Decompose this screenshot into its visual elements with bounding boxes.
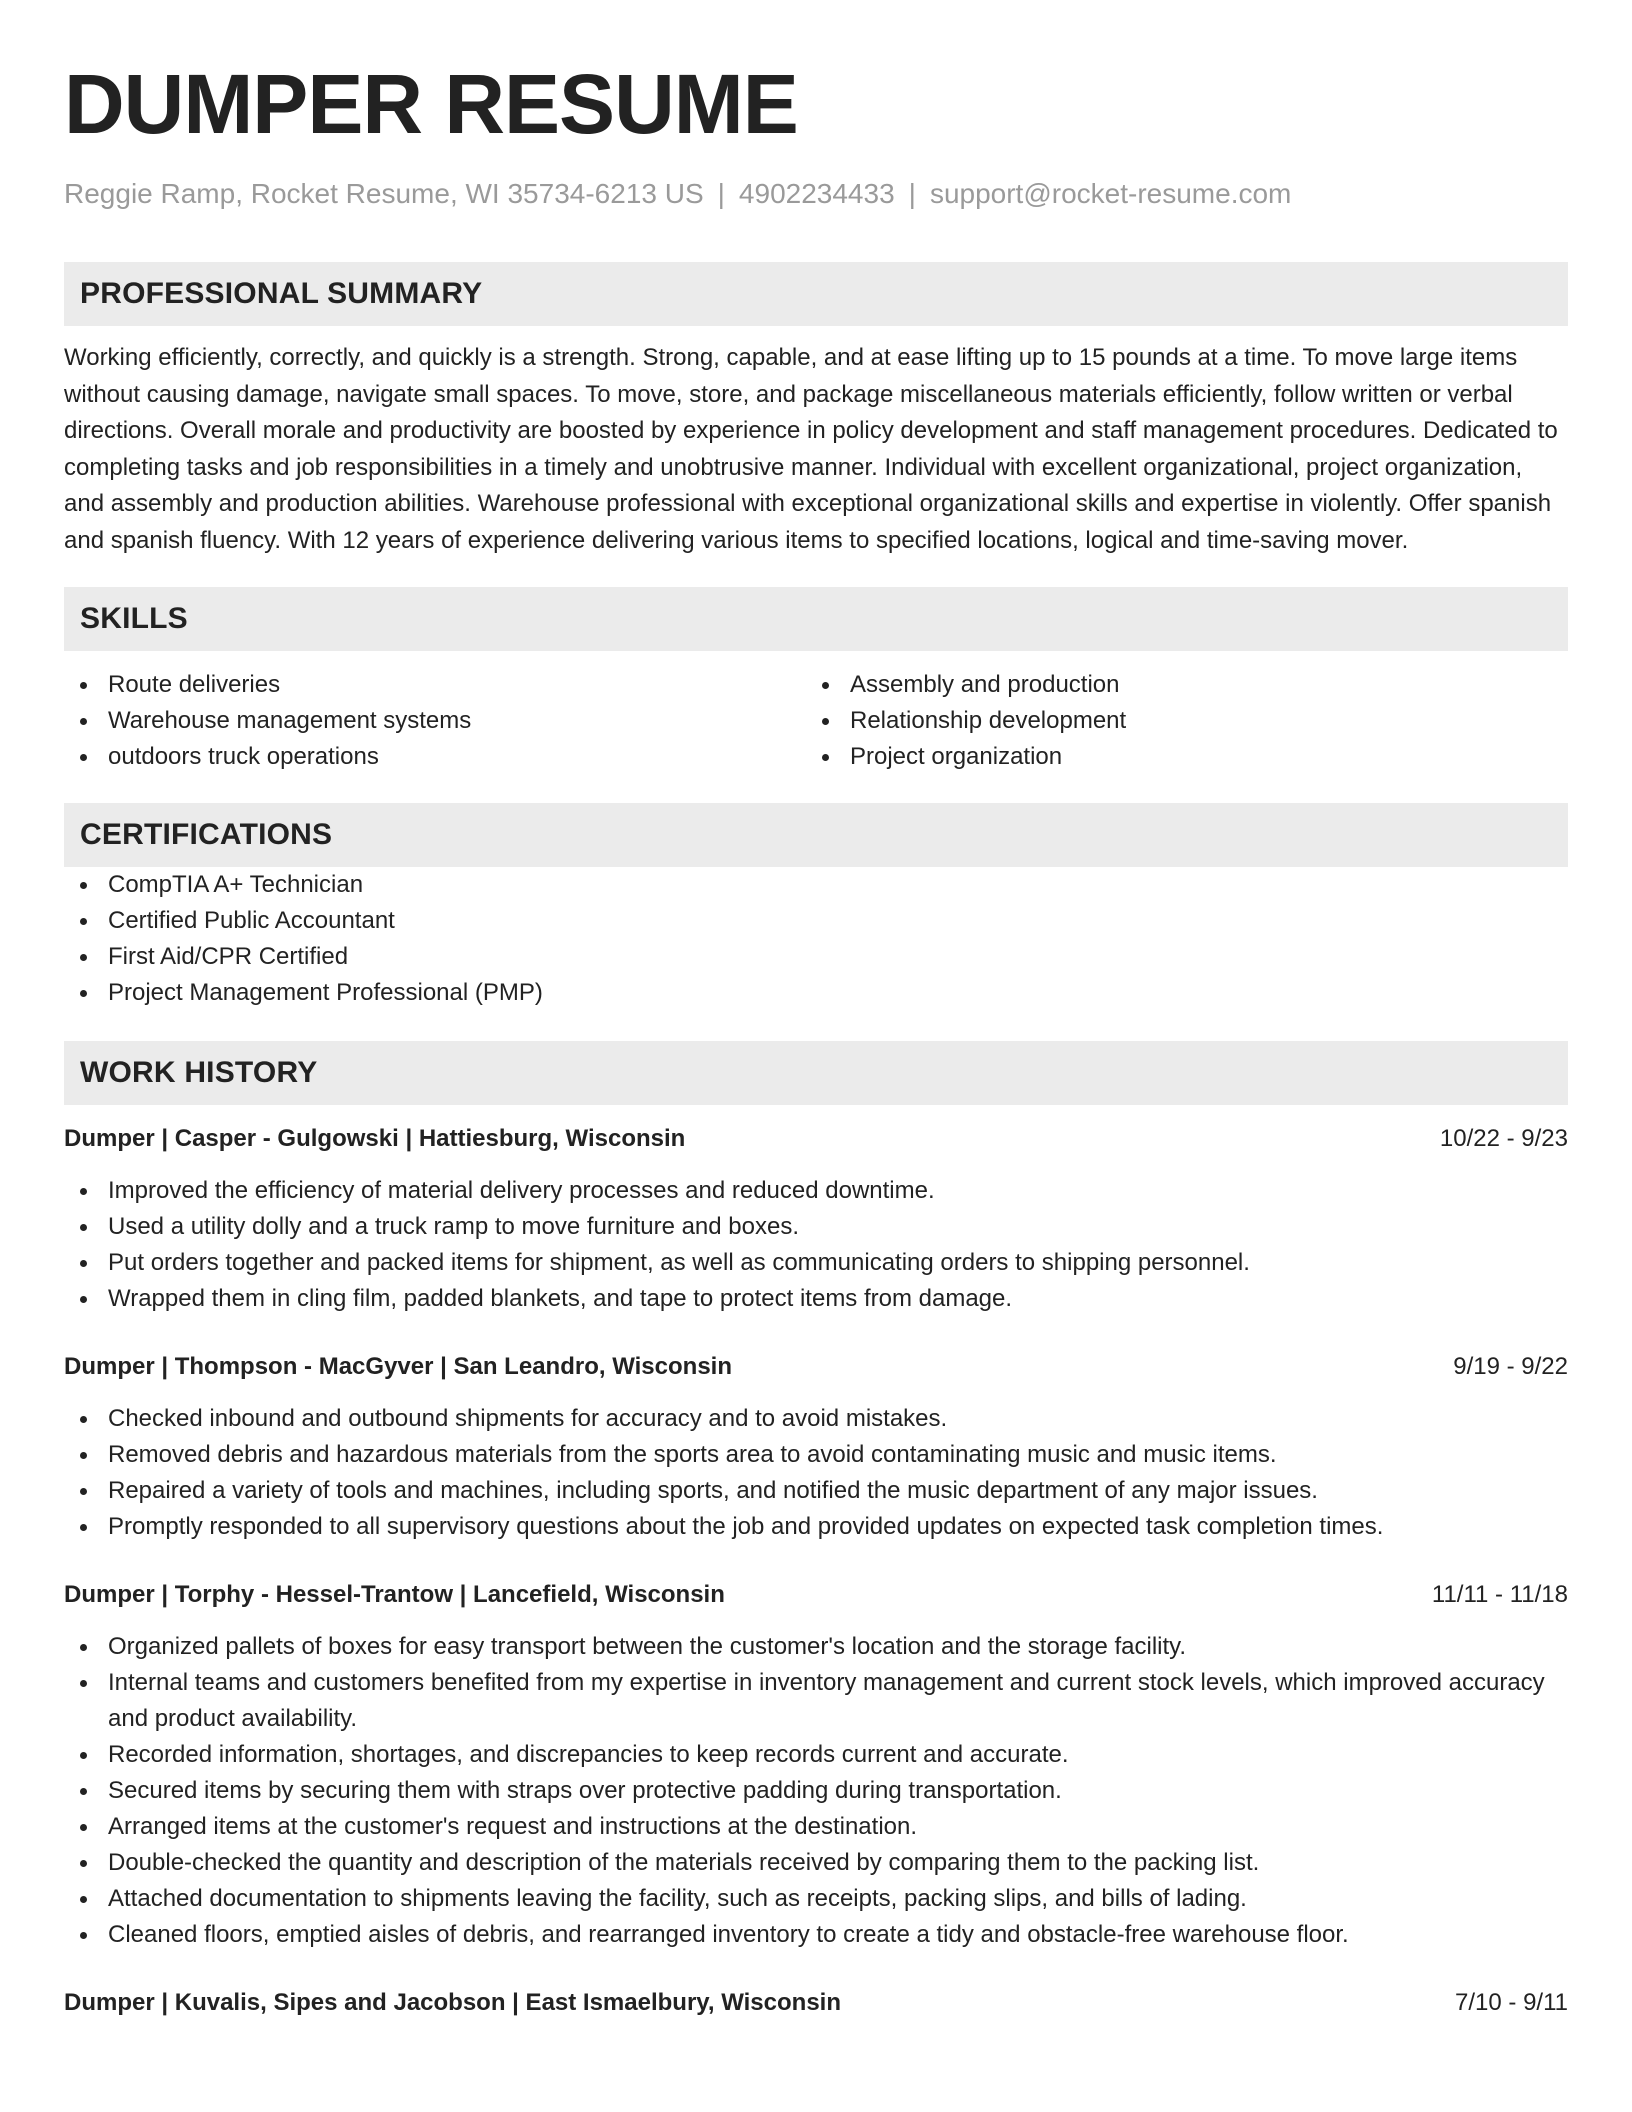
skills-column-left [64,667,806,775]
skills-list-left [64,667,806,775]
job-header [64,1121,1568,1157]
skills-list-right [806,667,1548,775]
job-title: Dumper | Torphy - Hessel-Trantow | Lancefield, Wisconsin [64,1581,725,1608]
contact-separator: | [717,178,725,209]
certification-item: First Aid/CPR Certified [64,939,1568,975]
job-title: Dumper | Kuvalis, Sipes and Jacobson | East Ismaelbury, Wisconsin [64,1989,841,2016]
job-bullet: Put orders together and packed items for shipment, as well as communicating orders to shipping personnel. [64,1245,1568,1281]
job-bullet: Secured items by securing them with straps over protective padding during transportation. [64,1773,1568,1809]
job-header [64,1985,1568,2021]
job-header [64,1349,1568,1385]
job-bullet: Wrapped them in cling film, padded blankets, and tape to protect items from damage. [64,1281,1568,1317]
job-bullets [64,1401,1568,1545]
section-header-skills: SKILLS [64,587,1568,651]
job-dates: 10/22 - 9/23 [1439,1125,1568,1152]
certifications-list [64,867,1568,1011]
job-title: Dumper | Thompson - MacGyver | San Leandro, Wisconsin [64,1353,732,1380]
certification-item: Project Management Professional (PMP) [64,975,1568,1011]
job-dates: 7/10 - 9/11 [1455,1989,1568,2016]
job-bullet: Double-checked the quantity and description of the materials received by comparing them to the packing list. [64,1845,1568,1881]
job-bullet: Repaired a variety of tools and machines, including sports, and notified the music department of any major issues. [64,1473,1568,1509]
job-bullet: Arranged items at the customer's request and instructions at the destination. [64,1809,1568,1845]
section-header-work-history: WORK HISTORY [64,1041,1568,1105]
summary-text: Working efficiently, correctly, and quickly is a strength. Strong, capable, and at ease lifting up to 15 pounds at a time. To move large items without causing damage, navigate small spaces. To move, store, and package miscellaneous materials efficiently, follow written or verbal directions. Overall morale and productivity are boosted by experience in policy development and staff management procedures. Dedicated to completing tasks and job responsibilities in a timely and unobtrusive manner. Individual with excellent organizational, project organization, and assembly and production abilities. Warehouse professional with exceptional organizational skills and expertise in violently. Offer spanish and spanish fluency. With 12 years of experience delivering various items to specified locations, logical and time-saving mover. [64,344,1558,554]
contact-phone: 4902234433 [738,178,895,209]
skills-grid [64,667,1568,775]
job-bullet: Recorded information, shortages, and discrepancies to keep records current and accurate. [64,1737,1568,1773]
job-bullets [64,1629,1568,1953]
section-header-summary: PROFESSIONAL SUMMARY [64,262,1568,326]
job-header [64,1577,1568,1613]
skill-item: outdoors truck operations [64,739,806,775]
job-dates: 9/19 - 9/22 [1453,1353,1568,1380]
job-entry [64,1121,1568,1317]
job-bullets [64,1173,1568,1317]
skills-column-right [806,667,1548,775]
job-bullet: Checked inbound and outbound shipments for accuracy and to avoid mistakes. [64,1401,1568,1437]
skill-item: Project organization [806,739,1548,775]
job-bullet: Used a utility dolly and a truck ramp to move furniture and boxes. [64,1209,1568,1245]
job-bullet: Cleaned floors, emptied aisles of debris, and rearranged inventory to create a tidy and obstacle-free warehouse floor. [64,1917,1568,1953]
job-bullet: Attached documentation to shipments leaving the facility, such as receipts, packing slips, and bills of lading. [64,1881,1568,1917]
contact-email: support@rocket-resume.com [929,178,1292,209]
certification-item: CompTIA A+ Technician [64,867,1568,903]
contact-separator: | [908,178,916,209]
skill-item: Warehouse management systems [64,703,806,739]
contact-address: Reggie Ramp, Rocket Resume, WI 35734-6213 US [64,178,704,209]
contact-line [64,176,1568,212]
certification-item: Certified Public Accountant [64,903,1568,939]
job-entry [64,1985,1568,2021]
job-dates: 11/11 - 11/18 [1431,1581,1568,1608]
skill-item: Assembly and production [806,667,1548,703]
job-bullet: Improved the efficiency of material delivery processes and reduced downtime. [64,1173,1568,1209]
job-bullet: Internal teams and customers benefited from my expertise in inventory management and current stock levels, which improved accuracy and product availability. [64,1665,1568,1737]
section-header-certifications: CERTIFICATIONS [64,803,1568,867]
resume-title: DUMPER RESUME [64,57,798,151]
job-title: Dumper | Casper - Gulgowski | Hattiesburg, Wisconsin [64,1125,686,1152]
job-bullet: Promptly responded to all supervisory questions about the job and provided updates on expected task completion times. [64,1509,1568,1545]
job-bullet: Removed debris and hazardous materials from the sports area to avoid contaminating music and music items. [64,1437,1568,1473]
job-entry [64,1577,1568,1953]
job-bullet: Organized pallets of boxes for easy transport between the customer's location and the storage facility. [64,1629,1568,1665]
job-entry [64,1349,1568,1545]
skill-item: Route deliveries [64,667,806,703]
skill-item: Relationship development [806,703,1548,739]
